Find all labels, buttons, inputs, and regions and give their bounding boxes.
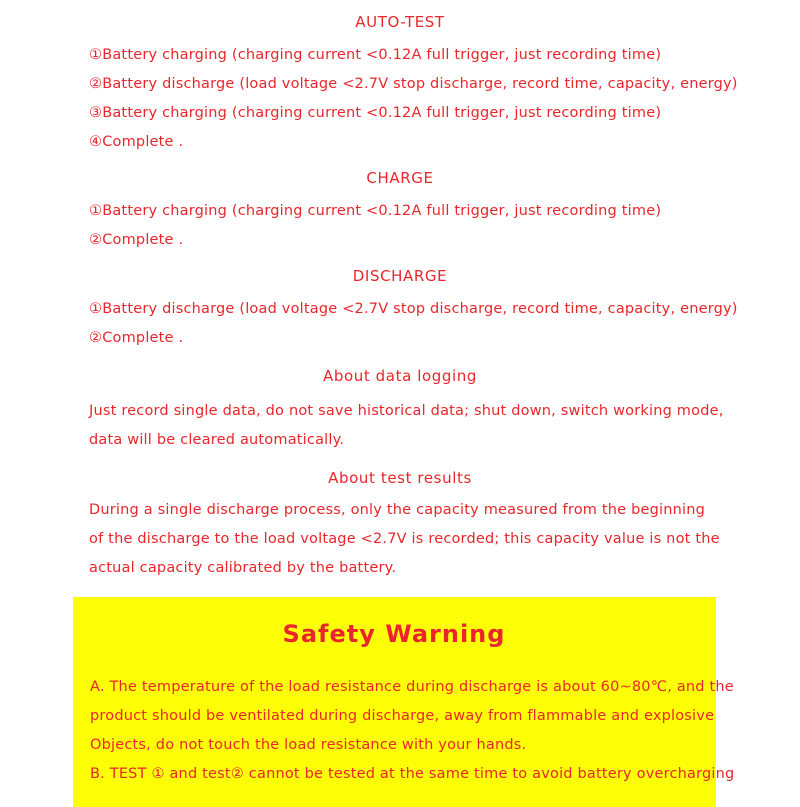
discharge-step-1: ①Battery discharge (load voltage <2.7V stop discharge, record time, capacity, energy) bbox=[89, 301, 738, 317]
test-results-line-2: of the discharge to the load voltage <2.7V is recorded; this capacity value is not the bbox=[89, 531, 720, 547]
test-results-line-3: actual capacity calibrated by the battery. bbox=[89, 560, 397, 576]
charge-step-1: ①Battery charging (charging current <0.12A full trigger, just recording time) bbox=[89, 203, 662, 219]
safety-warning-title: Safety Warning bbox=[282, 620, 506, 648]
charge-step-2: ②Complete . bbox=[89, 232, 184, 248]
test-results-line-1: During a single discharge process, only the capacity measured from the beginning bbox=[89, 502, 706, 518]
auto-test-step-2: ②Battery discharge (load voltage <2.7V stop discharge, record time, capacity, energy) bbox=[89, 76, 738, 92]
data-logging-line-1: Just record single data, do not save historical data; shut down, switch working mode, bbox=[89, 403, 724, 419]
auto-test-heading: AUTO-TEST bbox=[355, 13, 445, 31]
data-logging-heading: About data logging bbox=[322, 367, 478, 385]
auto-test-step-1: ①Battery charging (charging current <0.12A full trigger, just recording time) bbox=[89, 47, 662, 63]
data-logging-line-2: data will be cleared automatically. bbox=[89, 432, 345, 448]
discharge-heading: DISCHARGE bbox=[352, 267, 448, 285]
auto-test-step-4: ④Complete . bbox=[89, 134, 184, 150]
discharge-step-2: ②Complete . bbox=[89, 330, 184, 346]
auto-test-step-3: ③Battery charging (charging current <0.12A full trigger, just recording time) bbox=[89, 105, 662, 121]
charge-heading: CHARGE bbox=[366, 169, 434, 187]
test-results-heading: About test results bbox=[328, 469, 472, 487]
safety-warning-line-2: product should be ventilated during discharge, away from flammable and explosive bbox=[90, 708, 715, 724]
safety-warning-line-1: A. The temperature of the load resistance during discharge is about 60~80℃, and the bbox=[90, 679, 734, 695]
safety-warning-line-4: B. TEST ① and test② cannot be tested at the same time to avoid battery overcharging bbox=[90, 766, 735, 782]
safety-warning-line-3: Objects, do not touch the load resistance with your hands. bbox=[90, 737, 527, 753]
